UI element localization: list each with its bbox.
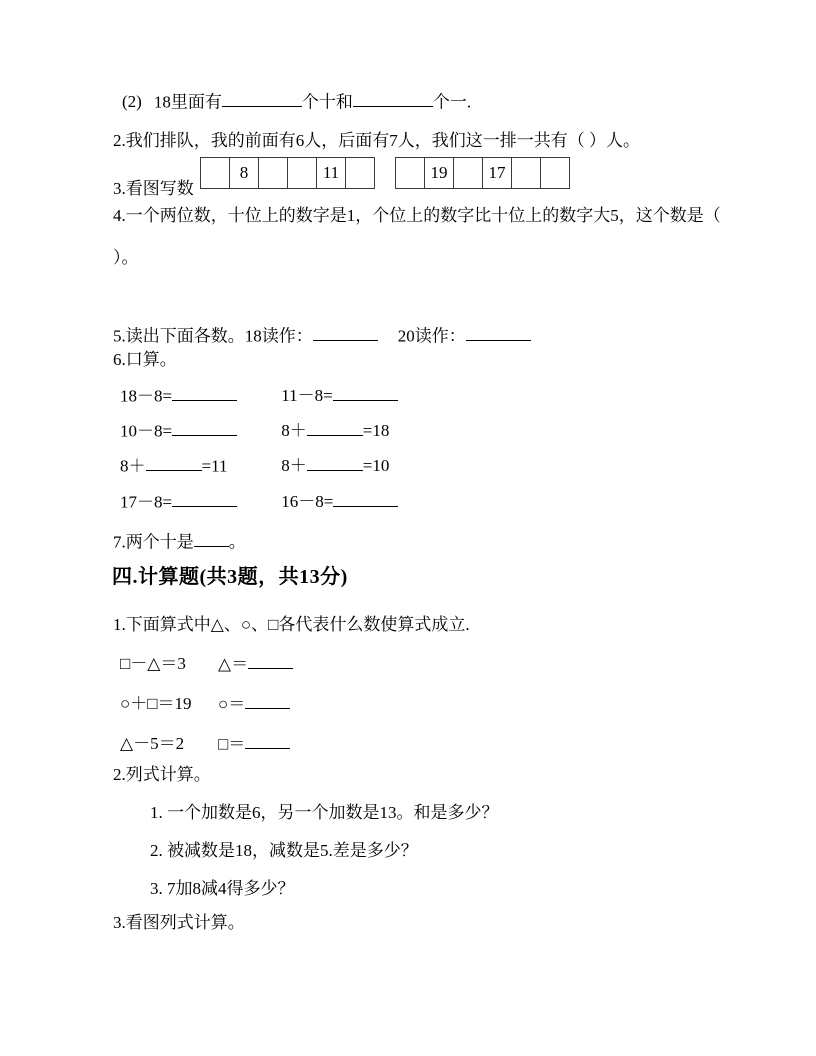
table-cell (346, 158, 375, 189)
expr-text: =11 (201, 456, 228, 476)
expr-text: 10－8= (120, 421, 173, 441)
oral-row-4 (120, 492, 398, 512)
fill-blank (222, 92, 302, 107)
fill-blank (313, 326, 378, 341)
oral-item (281, 456, 389, 475)
expr-text: 11－8= (281, 386, 333, 406)
q1-sub2-text3: 个一. (432, 92, 472, 112)
oral-item (281, 386, 397, 405)
equation: □－△＝3 (120, 654, 186, 674)
q7-text1: 7.两个十是 (113, 532, 194, 552)
oral-item (120, 456, 277, 476)
answer-label: ○＝ (218, 694, 246, 714)
oral-item (120, 492, 277, 512)
oral-item (281, 421, 389, 440)
fill-blank (248, 654, 293, 669)
oral-item (281, 492, 398, 511)
fill-blank (245, 734, 290, 749)
q7-text2: 。 (228, 532, 246, 552)
number-table-2 (395, 157, 570, 189)
table-cell: 17 (483, 158, 512, 189)
q5-text1: 5.读出下面各数。18读作： (113, 326, 313, 346)
table-cell (512, 158, 541, 189)
oral-item (120, 386, 277, 406)
table-cell: 11 (317, 158, 346, 189)
table-row (396, 158, 570, 189)
s4q2-label: 2.列式计算。 (113, 765, 211, 784)
q1-sub2-text2: 个十和 (301, 92, 353, 112)
eq-row-2 (120, 694, 290, 714)
table-cell (201, 158, 230, 189)
fill-blank (194, 532, 229, 547)
q2-line: 2.我们排队，我的前面有6人，后面有7人，我们这一排一共有（ ）人。 (113, 131, 640, 150)
s4q2-item-1: 1. 一个加数是6，另一个加数是13。和是多少？ (150, 803, 499, 822)
q7-line (113, 532, 246, 552)
answer-label: △＝ (218, 654, 249, 674)
oral-item (120, 421, 277, 441)
fill-blank (146, 456, 202, 471)
s4q3-label: 3.看图列式计算。 (113, 913, 245, 932)
expr-text: 8＋ (120, 456, 146, 476)
fill-blank (172, 421, 237, 436)
q1-sub2-text1: 18里面有 (153, 92, 222, 112)
number-table-1 (200, 157, 375, 189)
fill-blank (172, 492, 237, 507)
table-row (201, 158, 375, 189)
equation: ○＋□＝19 (120, 694, 192, 714)
fill-blank (333, 386, 398, 401)
fill-blank (172, 386, 237, 401)
expr-text: 16－8= (281, 492, 334, 512)
section4-heading: 四.计算题(共3题，共13分) (112, 566, 348, 588)
table-cell (454, 158, 483, 189)
fill-blank (307, 456, 363, 471)
q1-sub2-number: (2) (122, 92, 142, 112)
oral-row-2 (120, 421, 389, 441)
expr-text: 8＋ (281, 456, 307, 476)
q5-text2: 20读作： (397, 326, 466, 346)
table-cell (288, 158, 317, 189)
eq-row-3 (120, 734, 290, 754)
expr-text: =18 (362, 421, 390, 441)
expr-text: =10 (362, 456, 390, 476)
fill-blank (245, 694, 290, 709)
s4q2-item-2: 2. 被减数是18，减数是5.差是多少？ (150, 841, 418, 860)
table-cell (396, 158, 425, 189)
table-cell (259, 158, 288, 189)
fill-blank (353, 92, 433, 107)
s4q1-intro: 1.下面算式中△、○、□各代表什么数使算式成立. (113, 615, 470, 634)
table-cell (541, 158, 570, 189)
q1-sub2-line (122, 92, 471, 112)
fill-blank (307, 421, 363, 436)
eq-row-1 (120, 654, 293, 674)
q6-label: 6.口算。 (113, 350, 177, 369)
table-cell: 8 (230, 158, 259, 189)
q4-line2: ）。 (113, 248, 139, 267)
fill-blank (466, 326, 531, 341)
expr-text: 8＋ (281, 421, 307, 441)
answer-label: □＝ (218, 734, 246, 754)
table-cell: 19 (425, 158, 454, 189)
q5-line (113, 326, 531, 346)
expr-text: 18－8= (120, 386, 173, 406)
oral-row-3 (120, 456, 389, 476)
oral-row-1 (120, 386, 398, 406)
expr-text: 17－8= (120, 492, 173, 512)
q4-line1: 4.一个两位数，十位上的数字是1，个位上的数字比十位上的数字大5，这个数是（ (113, 206, 721, 225)
fill-blank (333, 492, 398, 507)
equation: △－5＝2 (120, 734, 185, 754)
s4q2-item-3: 3. 7加8减4得多少？ (150, 879, 295, 898)
q3-label: 3.看图写数 (113, 179, 194, 198)
